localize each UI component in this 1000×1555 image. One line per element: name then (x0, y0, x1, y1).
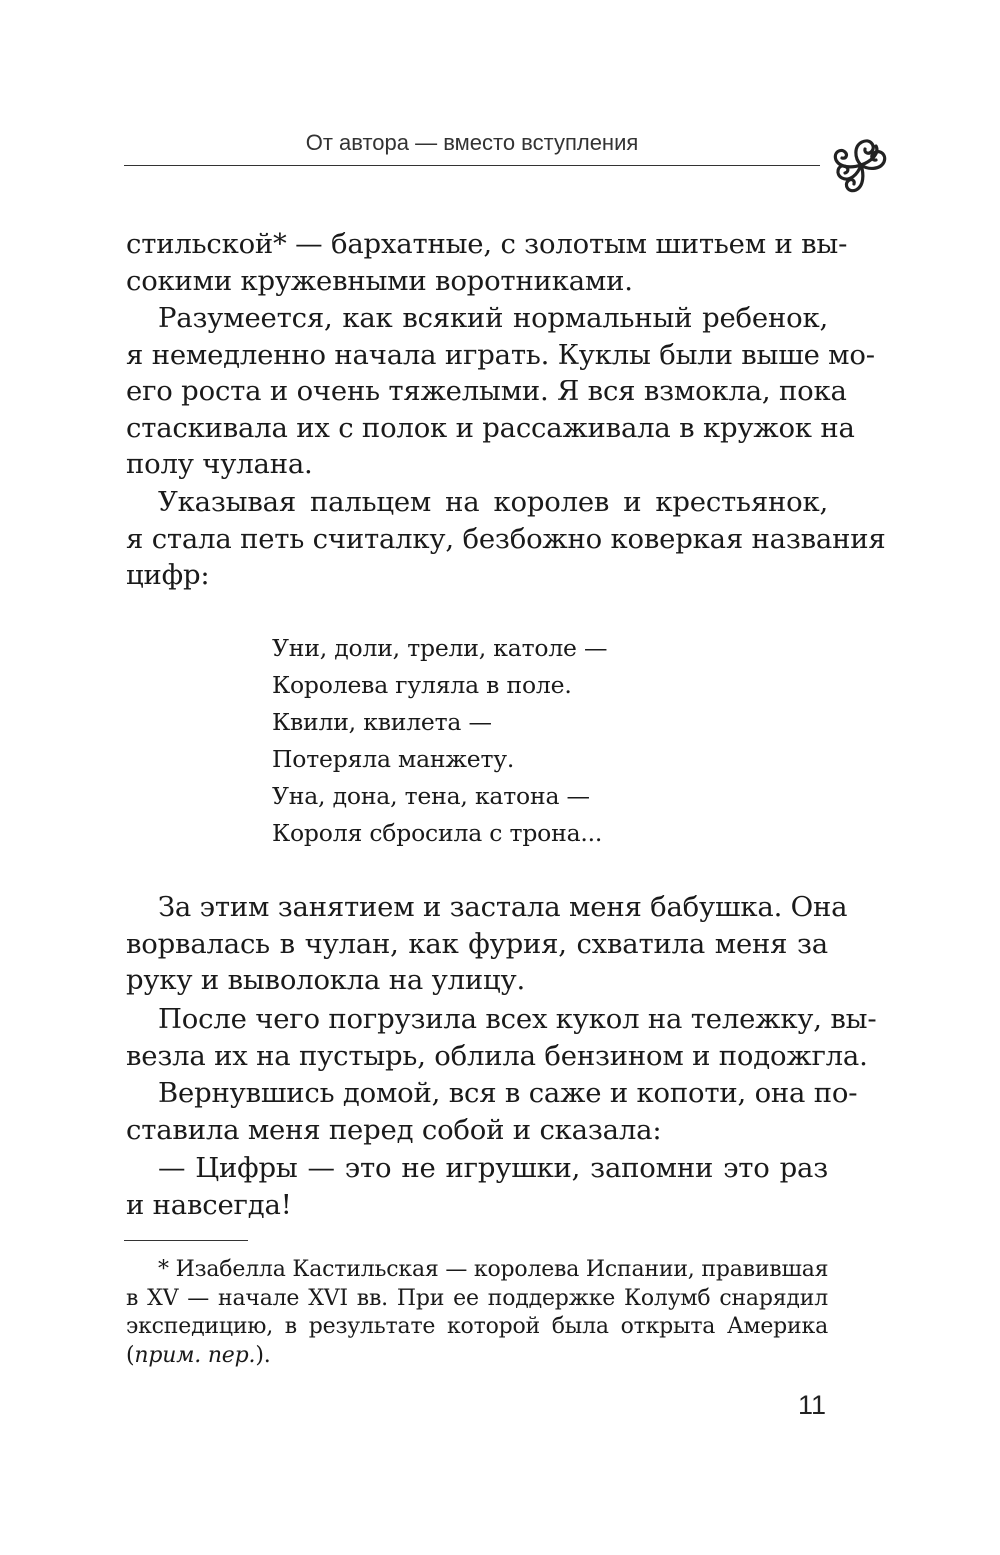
poem-line: Уна, дона, тена, катона — (272, 782, 590, 810)
text-line: я стала петь считалку, безбожно коверкая названия (126, 522, 886, 555)
text-line: стаскивала их с полок и рассаживала в кружок на (126, 411, 855, 444)
text-line: и навсегда! (126, 1188, 292, 1221)
triskelion-swirl-ornament-icon (824, 128, 898, 202)
header-rule (124, 165, 820, 166)
footnote-line: экспедицию, в результате которой была открыта Америка (126, 1314, 828, 1339)
footnote-line: в XV — начале XVI вв. При ее поддержке Колумб снарядил (126, 1285, 828, 1311)
poem-line: Потеряла манжету. (272, 745, 515, 773)
text-line: цифр: (126, 559, 210, 591)
footnote-paren-open: ( (126, 1342, 135, 1368)
paragraph-2 (126, 300, 875, 483)
running-header (124, 126, 820, 166)
footnote-rule (124, 1240, 248, 1241)
poem-line: Короля сбросила с трона... (272, 819, 603, 847)
text-line: Разумеется, как всякий нормальный ребенок, (158, 302, 828, 334)
footnote-line: * Изабелла Кастильская — королева Испании, правившая (158, 1257, 829, 1282)
text-line: руку и выволокла на улицу. (126, 964, 526, 996)
text-line: — Цифры — это не игрушки, запомни это раз (158, 1152, 828, 1184)
text-line: За этим занятием и застала меня бабушка. Она (158, 891, 848, 923)
text-line: сокими кружевными воротниками. (126, 264, 633, 297)
poem-line: Королева гуляла в поле. (272, 671, 572, 699)
paragraph-7 (126, 1150, 828, 1223)
text-line: Вернувшись домой, вся в саже и копоти, она по- (158, 1077, 858, 1109)
page-number: 11 (797, 1390, 826, 1420)
running-header-title: От автора — вместо вступления (305, 130, 639, 155)
paragraph-3 (126, 484, 886, 594)
text-line: я немедленно начала играть. Куклы были выше мо- (126, 338, 875, 371)
poem-line: Уни, доли, трели, католе — (272, 634, 608, 662)
paragraph-1 (126, 226, 848, 299)
text-line: полу чулана. (126, 448, 313, 480)
text-line: его роста и очень тяжелыми. Я вся взмокла, пока (126, 375, 847, 407)
text-line: ставила меня перед собой и сказала: (126, 1113, 662, 1146)
text-line: После чего погрузила всех кукол на тележку, вы- (158, 1003, 877, 1035)
poem-line: Квили, квилета — (272, 708, 492, 736)
paragraph-6 (126, 1075, 858, 1148)
footnote (126, 1256, 828, 1370)
footnote-line (126, 1342, 828, 1371)
text-line: стильской* — бархатные, с золотым шитьем и вы- (126, 228, 848, 260)
text-line: везла их на пустырь, облила бензином и подожгла. (126, 1039, 868, 1072)
paragraph-5 (126, 1001, 877, 1074)
counting-rhyme (272, 630, 607, 852)
paragraph-4 (126, 889, 848, 999)
text-line: Указывая пальцем на королев и крестьянок, (158, 486, 828, 518)
footnote-translator-note: прим. пер. (134, 1342, 256, 1368)
footnote-paren-close: ). (255, 1342, 271, 1368)
text-line: ворвалась в чулан, как фурия, схватила меня за (126, 927, 828, 960)
